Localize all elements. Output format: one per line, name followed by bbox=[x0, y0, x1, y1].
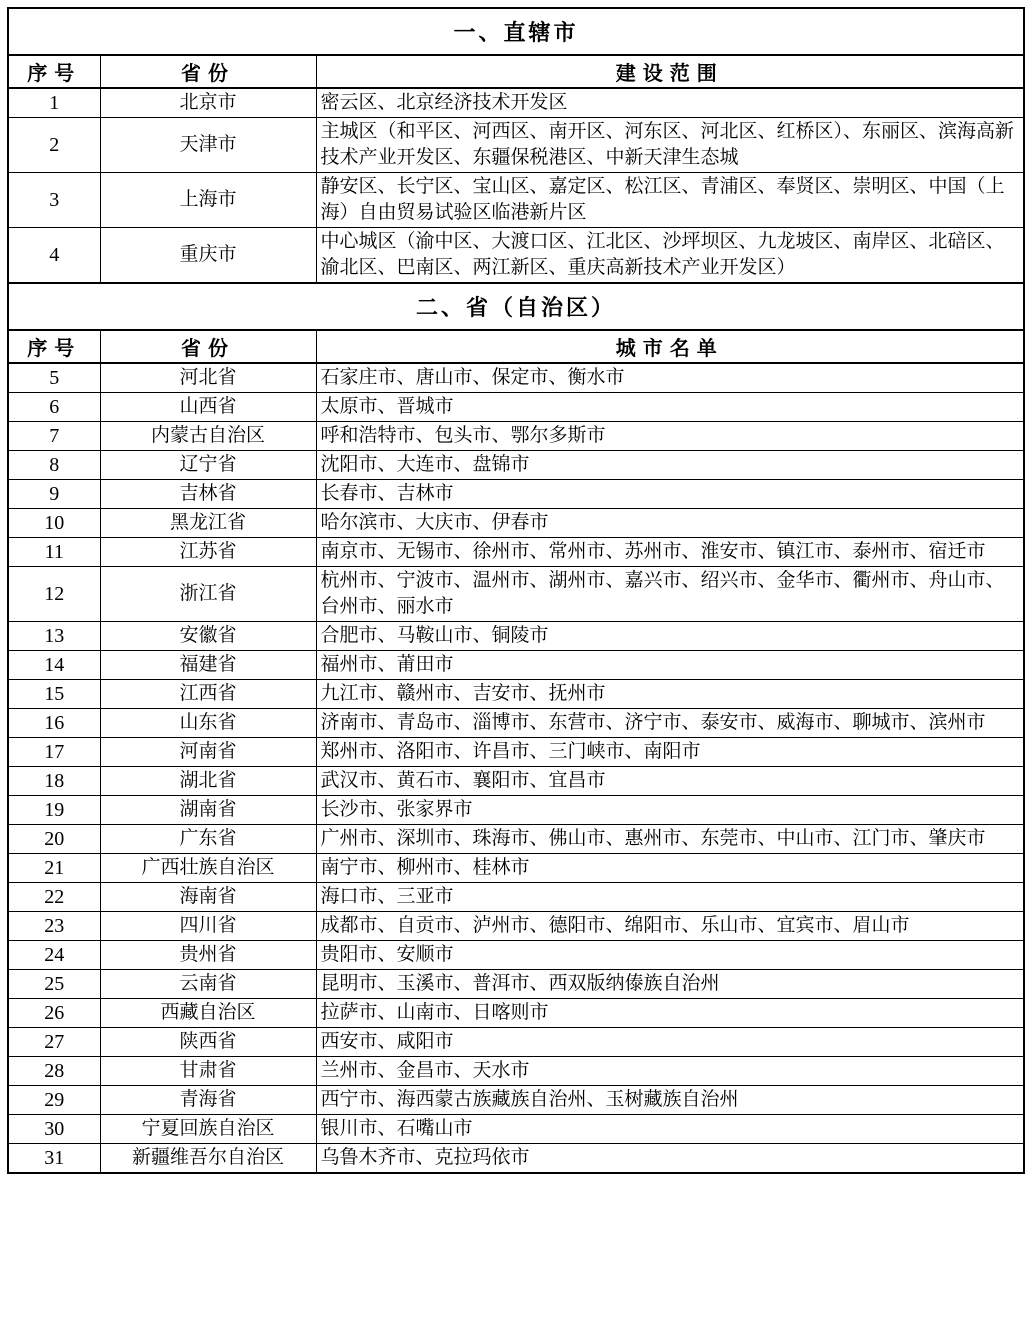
table-row bbox=[8, 709, 1024, 738]
row-number-cell: 21 bbox=[8, 854, 100, 883]
column-header: 建设范围 bbox=[316, 55, 1024, 88]
cities-cell: 杭州市、宁波市、温州市、湖州市、嘉兴市、绍兴市、金华市、衢州市、舟山市、台州市、丽水市 bbox=[316, 567, 1024, 622]
row-number-cell: 31 bbox=[8, 1144, 100, 1174]
row-number-cell: 9 bbox=[8, 480, 100, 509]
cities-cell: 昆明市、玉溪市、普洱市、西双版纳傣族自治州 bbox=[316, 970, 1024, 999]
table-row bbox=[8, 363, 1024, 393]
table-row bbox=[8, 1144, 1024, 1174]
column-header: 城市名单 bbox=[316, 330, 1024, 363]
table-row bbox=[8, 509, 1024, 538]
row-number-cell: 5 bbox=[8, 363, 100, 393]
province-cell: 宁夏回族自治区 bbox=[100, 1115, 316, 1144]
row-number-cell: 25 bbox=[8, 970, 100, 999]
cities-cell: 济南市、青岛市、淄博市、东营市、济宁市、泰安市、威海市、聊城市、滨州市 bbox=[316, 709, 1024, 738]
table-row bbox=[8, 480, 1024, 509]
table-row bbox=[8, 883, 1024, 912]
row-number-cell: 17 bbox=[8, 738, 100, 767]
table-row bbox=[8, 912, 1024, 941]
row-number-cell: 24 bbox=[8, 941, 100, 970]
row-number-cell: 27 bbox=[8, 1028, 100, 1057]
province-cell: 海南省 bbox=[100, 883, 316, 912]
section-title: 一、直辖市 bbox=[8, 8, 1024, 55]
cities-cell: 中心城区（渝中区、大渡口区、江北区、沙坪坝区、九龙坡区、南岸区、北碚区、渝北区、巴南区、两江新区、重庆高新技术产业开发区） bbox=[316, 228, 1024, 284]
cities-cell: 成都市、自贡市、泸州市、德阳市、绵阳市、乐山市、宜宾市、眉山市 bbox=[316, 912, 1024, 941]
table-row bbox=[8, 825, 1024, 854]
cities-cell: 南宁市、柳州市、桂林市 bbox=[316, 854, 1024, 883]
table-row bbox=[8, 567, 1024, 622]
province-cell: 广东省 bbox=[100, 825, 316, 854]
province-cell: 辽宁省 bbox=[100, 451, 316, 480]
province-cell: 山西省 bbox=[100, 393, 316, 422]
city-list-table bbox=[7, 7, 1025, 1174]
table-row bbox=[8, 1086, 1024, 1115]
table-row bbox=[8, 1115, 1024, 1144]
province-cell: 山东省 bbox=[100, 709, 316, 738]
table-row bbox=[8, 680, 1024, 709]
cities-cell: 贵阳市、安顺市 bbox=[316, 941, 1024, 970]
province-cell: 天津市 bbox=[100, 118, 316, 173]
row-number-cell: 26 bbox=[8, 999, 100, 1028]
table-row bbox=[8, 422, 1024, 451]
cities-cell: 广州市、深圳市、珠海市、佛山市、惠州市、东莞市、中山市、江门市、肇庆市 bbox=[316, 825, 1024, 854]
row-number-cell: 23 bbox=[8, 912, 100, 941]
section-title-row bbox=[8, 8, 1024, 55]
table-body bbox=[8, 8, 1024, 1173]
province-cell: 广西壮族自治区 bbox=[100, 854, 316, 883]
cities-cell: 长沙市、张家界市 bbox=[316, 796, 1024, 825]
province-cell: 黑龙江省 bbox=[100, 509, 316, 538]
row-number-cell: 10 bbox=[8, 509, 100, 538]
cities-cell: 武汉市、黄石市、襄阳市、宜昌市 bbox=[316, 767, 1024, 796]
province-cell: 新疆维吾尔自治区 bbox=[100, 1144, 316, 1174]
row-number-cell: 6 bbox=[8, 393, 100, 422]
row-number-cell: 14 bbox=[8, 651, 100, 680]
province-cell: 贵州省 bbox=[100, 941, 316, 970]
table-row bbox=[8, 451, 1024, 480]
section-title-row bbox=[8, 283, 1024, 330]
cities-cell: 乌鲁木齐市、克拉玛依市 bbox=[316, 1144, 1024, 1174]
table-row bbox=[8, 970, 1024, 999]
row-number-cell: 22 bbox=[8, 883, 100, 912]
row-number-cell: 11 bbox=[8, 538, 100, 567]
table-row bbox=[8, 854, 1024, 883]
table-row bbox=[8, 1028, 1024, 1057]
province-cell: 四川省 bbox=[100, 912, 316, 941]
table-row bbox=[8, 796, 1024, 825]
row-number-cell: 19 bbox=[8, 796, 100, 825]
table-row bbox=[8, 767, 1024, 796]
cities-cell: 银川市、石嘴山市 bbox=[316, 1115, 1024, 1144]
table-row bbox=[8, 393, 1024, 422]
province-cell: 福建省 bbox=[100, 651, 316, 680]
cities-cell: 海口市、三亚市 bbox=[316, 883, 1024, 912]
province-cell: 云南省 bbox=[100, 970, 316, 999]
province-cell: 北京市 bbox=[100, 88, 316, 118]
cities-cell: 静安区、长宁区、宝山区、嘉定区、松江区、青浦区、奉贤区、崇明区、中国（上海）自由贸易试验区临港新片区 bbox=[316, 173, 1024, 228]
province-cell: 江苏省 bbox=[100, 538, 316, 567]
column-header: 序号 bbox=[8, 330, 100, 363]
row-number-cell: 29 bbox=[8, 1086, 100, 1115]
cities-cell: 西宁市、海西蒙古族藏族自治州、玉树藏族自治州 bbox=[316, 1086, 1024, 1115]
province-cell: 湖南省 bbox=[100, 796, 316, 825]
column-header-row bbox=[8, 330, 1024, 363]
cities-cell: 石家庄市、唐山市、保定市、衡水市 bbox=[316, 363, 1024, 393]
cities-cell: 九江市、赣州市、吉安市、抚州市 bbox=[316, 680, 1024, 709]
table-row bbox=[8, 941, 1024, 970]
column-header: 省份 bbox=[100, 55, 316, 88]
cities-cell: 兰州市、金昌市、天水市 bbox=[316, 1057, 1024, 1086]
row-number-cell: 20 bbox=[8, 825, 100, 854]
cities-cell: 郑州市、洛阳市、许昌市、三门峡市、南阳市 bbox=[316, 738, 1024, 767]
cities-cell: 南京市、无锡市、徐州市、常州市、苏州市、淮安市、镇江市、泰州市、宿迁市 bbox=[316, 538, 1024, 567]
row-number-cell: 28 bbox=[8, 1057, 100, 1086]
province-cell: 河北省 bbox=[100, 363, 316, 393]
column-header: 省份 bbox=[100, 330, 316, 363]
cities-cell: 呼和浩特市、包头市、鄂尔多斯市 bbox=[316, 422, 1024, 451]
cities-cell: 拉萨市、山南市、日喀则市 bbox=[316, 999, 1024, 1028]
row-number-cell: 4 bbox=[8, 228, 100, 284]
province-cell: 西藏自治区 bbox=[100, 999, 316, 1028]
province-cell: 甘肃省 bbox=[100, 1057, 316, 1086]
province-cell: 浙江省 bbox=[100, 567, 316, 622]
table-row bbox=[8, 228, 1024, 284]
section-title: 二、省（自治区） bbox=[8, 283, 1024, 330]
province-cell: 上海市 bbox=[100, 173, 316, 228]
table-row bbox=[8, 999, 1024, 1028]
province-cell: 江西省 bbox=[100, 680, 316, 709]
table-row bbox=[8, 651, 1024, 680]
table-row bbox=[8, 538, 1024, 567]
table-row bbox=[8, 173, 1024, 228]
row-number-cell: 7 bbox=[8, 422, 100, 451]
province-cell: 河南省 bbox=[100, 738, 316, 767]
row-number-cell: 2 bbox=[8, 118, 100, 173]
cities-cell: 主城区（和平区、河西区、南开区、河东区、河北区、红桥区）、东丽区、滨海高新技术产业开发区、东疆保税港区、中新天津生态城 bbox=[316, 118, 1024, 173]
row-number-cell: 12 bbox=[8, 567, 100, 622]
row-number-cell: 3 bbox=[8, 173, 100, 228]
province-cell: 湖北省 bbox=[100, 767, 316, 796]
cities-cell: 合肥市、马鞍山市、铜陵市 bbox=[316, 622, 1024, 651]
cities-cell: 密云区、北京经济技术开发区 bbox=[316, 88, 1024, 118]
province-cell: 陕西省 bbox=[100, 1028, 316, 1057]
cities-cell: 长春市、吉林市 bbox=[316, 480, 1024, 509]
cities-cell: 太原市、晋城市 bbox=[316, 393, 1024, 422]
cities-cell: 西安市、咸阳市 bbox=[316, 1028, 1024, 1057]
province-cell: 内蒙古自治区 bbox=[100, 422, 316, 451]
province-cell: 重庆市 bbox=[100, 228, 316, 284]
row-number-cell: 30 bbox=[8, 1115, 100, 1144]
row-number-cell: 15 bbox=[8, 680, 100, 709]
cities-cell: 沈阳市、大连市、盘锦市 bbox=[316, 451, 1024, 480]
table-row bbox=[8, 738, 1024, 767]
row-number-cell: 1 bbox=[8, 88, 100, 118]
column-header: 序号 bbox=[8, 55, 100, 88]
table-row bbox=[8, 1057, 1024, 1086]
row-number-cell: 13 bbox=[8, 622, 100, 651]
province-cell: 青海省 bbox=[100, 1086, 316, 1115]
row-number-cell: 8 bbox=[8, 451, 100, 480]
row-number-cell: 18 bbox=[8, 767, 100, 796]
row-number-cell: 16 bbox=[8, 709, 100, 738]
table-row bbox=[8, 622, 1024, 651]
cities-cell: 福州市、莆田市 bbox=[316, 651, 1024, 680]
column-header-row bbox=[8, 55, 1024, 88]
province-cell: 安徽省 bbox=[100, 622, 316, 651]
table-row bbox=[8, 88, 1024, 118]
province-cell: 吉林省 bbox=[100, 480, 316, 509]
table-row bbox=[8, 118, 1024, 173]
cities-cell: 哈尔滨市、大庆市、伊春市 bbox=[316, 509, 1024, 538]
